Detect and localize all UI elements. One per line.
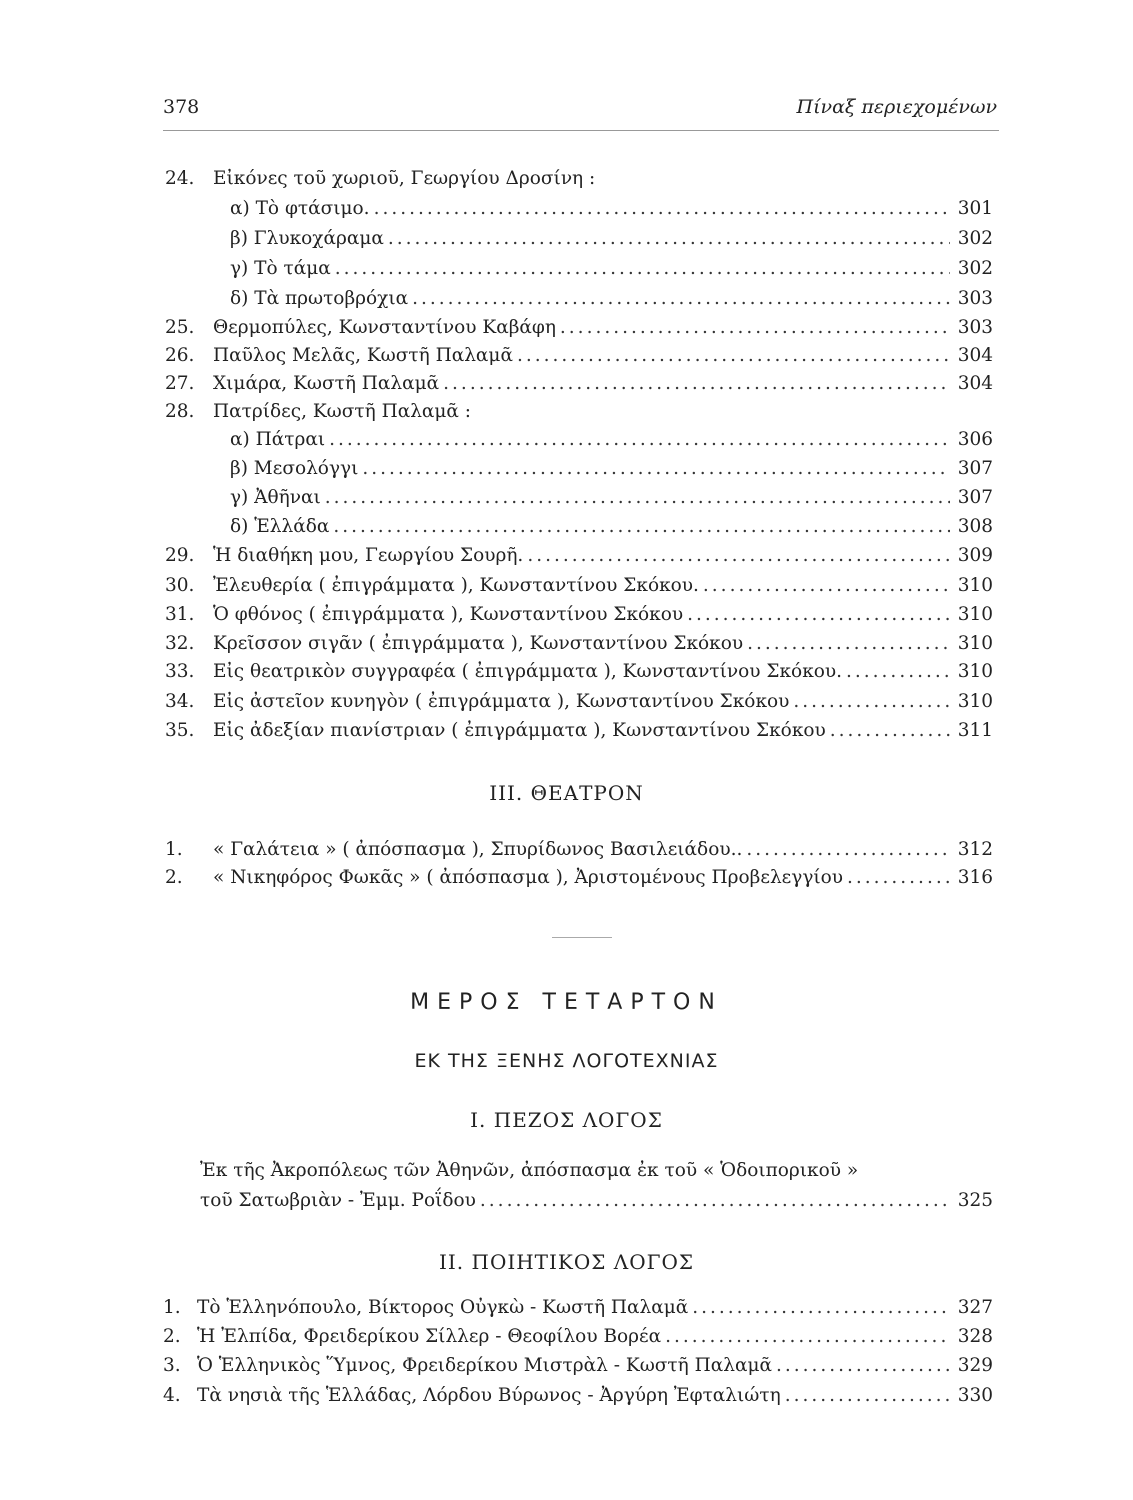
entry-page: 328 — [957, 1326, 993, 1347]
entry-title: Θερμοπύλες, Κωνσταντίνου Καβάφη — [213, 317, 556, 338]
entry-number: 29. — [165, 545, 195, 566]
dot-leader — [665, 1323, 950, 1351]
entry-page: 327 — [957, 1297, 993, 1318]
entry-title: Ὁ Ἑλληνικὸς Ὕμνος, Φρειδερίκου Μιστρὰλ - Κωστῆ Παλαμᾶ — [197, 1355, 772, 1376]
entry-title: Ἡ διαθήκη μου, Γεωργίου Σουρῆ. — [213, 545, 524, 566]
dot-leader — [335, 255, 950, 283]
toc-entry — [163, 1294, 993, 1322]
entry-page: 310 — [957, 633, 993, 654]
toc-entry — [163, 1352, 993, 1380]
toc-entry — [165, 165, 993, 193]
entry-number: 33. — [165, 661, 195, 682]
entry-title: Εἰς ἀστεῖον κυνηγὸν ( ἐπιγράμματα ), Κωνσταντίνου Σκόκου — [213, 691, 790, 712]
entry-title: α) Πάτραι — [230, 429, 326, 450]
dot-leader — [687, 601, 950, 629]
entry-title: β) Γλυκοχάραμα — [230, 228, 384, 249]
entry-number: 2. — [163, 1326, 181, 1347]
dot-leader — [692, 1294, 949, 1322]
toc-entry — [165, 342, 993, 370]
entry-page: 308 — [957, 516, 993, 537]
toc-entry — [165, 630, 993, 658]
entry-title: Εἰς θεατρικὸν συγγραφέα ( ἐπιγράμματα ), Κωνσταντίνου Σκόκου. — [213, 661, 843, 682]
entry-title: Κρεῖσσον σιγᾶν ( ἐπιγράμματα ), Κωνσταντίνου Σκόκου — [213, 633, 744, 654]
running-title: Πίναξ περιεχομένων — [796, 96, 997, 118]
entry-page: 309 — [957, 545, 993, 566]
entry-page: 311 — [957, 720, 993, 741]
dot-leader — [703, 572, 950, 600]
dot-leader — [362, 455, 949, 483]
toc-entry — [230, 513, 993, 541]
dot-leader — [333, 513, 949, 541]
entry-number: 25. — [165, 317, 195, 338]
entry-title: « Νικηφόρος Φωκᾶς » ( ἀπόσπασμα ), Ἀριστομένους Προβελεγγίου — [213, 867, 844, 888]
entry-page: 307 — [957, 487, 993, 508]
dot-leader — [480, 1187, 950, 1215]
poetry-heading: ΙΙ. ΠΟΙΗΤΙΚΟΣ ΛΟΓΟΣ — [438, 1250, 695, 1274]
entry-number: 34. — [165, 691, 195, 712]
entry-title: « Γαλάτεια » ( ἀπόσπασμα ), Σπυρίδωνος Βασιλειάδου.. — [213, 839, 743, 860]
entry-page: 316 — [957, 867, 993, 888]
dot-leader — [793, 688, 949, 716]
toc-entry — [230, 195, 993, 223]
dot-leader — [412, 285, 950, 313]
entry-title: τοῦ Σατωβριὰν - Ἐμμ. Ροΐδου — [200, 1190, 476, 1211]
entry-number: 31. — [165, 604, 195, 625]
entry-page: 310 — [957, 604, 993, 625]
part-subtitle: ΕΚ ΤΗΣ ΞΕΝΗΣ ΛΟΓΟΤΕΧΝΙΑΣ — [414, 1050, 719, 1072]
entry-page: 307 — [957, 458, 993, 479]
toc-entry — [165, 572, 993, 600]
entry-page: 303 — [957, 288, 993, 309]
dot-leader — [776, 1352, 950, 1380]
dot-leader — [846, 658, 950, 686]
dot-leader — [847, 864, 950, 892]
dot-leader — [560, 314, 950, 342]
entry-page: 310 — [957, 691, 993, 712]
toc-entry — [230, 455, 993, 483]
dot-leader — [830, 717, 950, 745]
toc-entry — [230, 285, 993, 313]
toc-entry — [165, 717, 993, 745]
toc-entry — [163, 1323, 993, 1351]
entry-number: 1. — [165, 839, 183, 860]
dot-leader — [329, 426, 950, 454]
entry-title: γ) Ἀθῆναι — [230, 487, 321, 508]
entry-page: 330 — [957, 1385, 993, 1406]
toc-entry — [230, 484, 993, 512]
entry-title: Τὰ νησιὰ τῆς Ἑλλάδας, Λόρδου Βύρωνος - Ἀργύρη Ἐφταλιώτη — [197, 1385, 781, 1406]
entry-title: Ὁ φθόνος ( ἐπιγράμματα ), Κωνσταντίνου Σκόκου — [213, 604, 684, 625]
prose-entry-line2 — [200, 1187, 993, 1215]
entry-title: Παῦλος Μελᾶς, Κωστῆ Παλαμᾶ — [213, 345, 513, 366]
dot-leader — [747, 630, 950, 658]
entry-title: Χιμάρα, Κωστῆ Παλαμᾶ — [213, 373, 440, 394]
entry-title: δ) Ἑλλάδα — [230, 516, 330, 537]
prose-heading: Ι. ΠΕΖΟΣ ΛΟΓΟΣ — [470, 1108, 663, 1132]
toc-entry — [165, 398, 993, 426]
entry-number: 30. — [165, 575, 195, 596]
section-divider — [552, 937, 612, 938]
entry-number: 27. — [165, 373, 195, 394]
entry-page: 306 — [957, 429, 993, 450]
header-rule — [163, 130, 999, 131]
entry-number: 3. — [163, 1355, 181, 1376]
entry-page: 312 — [957, 839, 993, 860]
entry-title: Ἐλευθερία ( ἐπιγράμματα ), Κωνσταντίνου Σκόκου. — [213, 575, 699, 596]
entry-number: 26. — [165, 345, 195, 366]
entry-page: 329 — [957, 1355, 993, 1376]
toc-entry — [165, 658, 993, 686]
toc-entry — [165, 370, 993, 398]
entry-title: Ἡ Ἐλπίδα, Φρειδερίκου Σίλλερ - Θεοφίλου Βορέα — [197, 1326, 662, 1347]
dot-leader — [388, 225, 950, 253]
toc-entry — [165, 688, 993, 716]
dot-leader — [443, 370, 950, 398]
toc-entry — [165, 314, 993, 342]
entry-title: δ) Τὰ πρωτοβρόχια — [230, 288, 409, 309]
entry-page: 302 — [957, 228, 993, 249]
theatre-heading: ΙΙΙ. ΘΕΑΤΡΟΝ — [489, 781, 644, 805]
dot-leader — [517, 342, 950, 370]
toc-entry — [165, 542, 993, 570]
entry-title: Εἰς ἀδεξίαν πιανίστριαν ( ἐπιγράμματα ), Κωνσταντίνου Σκόκου — [213, 720, 826, 741]
entry-page: 303 — [957, 317, 993, 338]
entry-page: 310 — [957, 575, 993, 596]
entry-title: α) Τὸ φτάσιμο. — [230, 198, 370, 219]
entry-title: β) Μεσολόγγι — [230, 458, 359, 479]
toc-entry — [230, 426, 993, 454]
entry-number: 35. — [165, 720, 195, 741]
prose-entry-line1: Ἐκ τῆς Ἀκροπόλεως τῶν Ἀθηνῶν, ἀπόσπασμα ἐκ τοῦ « Ὁδοιπορικοῦ » — [200, 1160, 859, 1181]
dot-leader — [374, 195, 950, 223]
entry-number: 1. — [163, 1297, 181, 1318]
entry-page: 304 — [957, 345, 993, 366]
dot-leader — [527, 542, 949, 570]
dot-leader — [746, 836, 949, 864]
dot-leader — [785, 1382, 950, 1410]
toc-entry — [165, 601, 993, 629]
toc-entry — [165, 864, 993, 892]
entry-page: 302 — [957, 258, 993, 279]
entry-title: γ) Τὸ τάμα — [230, 258, 331, 279]
entry-number: 32. — [165, 633, 195, 654]
dot-leader — [325, 484, 950, 512]
toc-entry — [230, 225, 993, 253]
entry-page: 325 — [957, 1190, 993, 1211]
toc-entry — [230, 255, 993, 283]
entry-page: 310 — [957, 661, 993, 682]
entry-number: 24. — [165, 168, 195, 189]
entry-number: 28. — [165, 401, 195, 422]
toc-entry — [163, 1382, 993, 1410]
page-number: 378 — [163, 96, 200, 118]
toc-entry — [165, 836, 993, 864]
entry-number: 2. — [165, 867, 183, 888]
entry-number: 4. — [163, 1385, 181, 1406]
entry-page: 304 — [957, 373, 993, 394]
entry-title: Τὸ Ἑλληνόπουλο, Βίκτορος Οὐγκὼ - Κωστῆ Παλαμᾶ — [197, 1297, 689, 1318]
entry-title: Εἰκόνες τοῦ χωριοῦ, Γεωργίου Δροσίνη : — [213, 168, 596, 189]
entry-page: 301 — [957, 198, 993, 219]
part-title: ΜΕΡΟΣ ΤΕΤΑΡΤΟΝ — [410, 990, 723, 1015]
entry-title: Πατρίδες, Κωστῆ Παλαμᾶ : — [213, 401, 472, 422]
